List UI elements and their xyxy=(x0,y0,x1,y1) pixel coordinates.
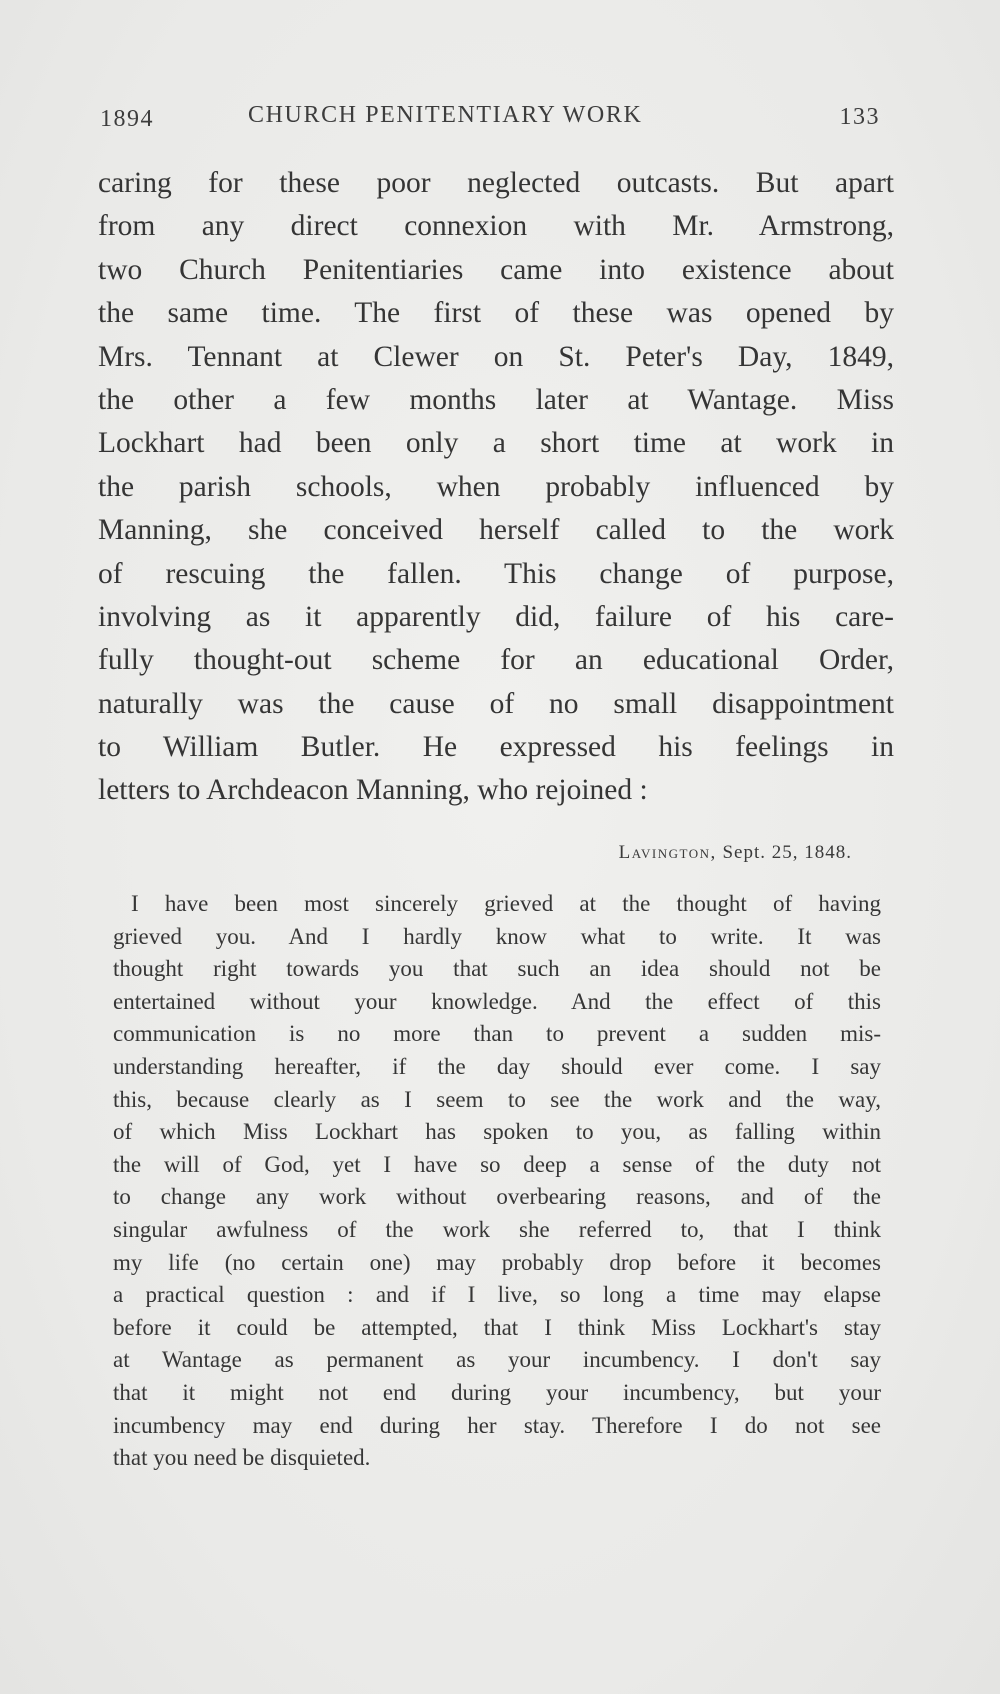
letter-line: singular awfulness of the work she referred to, that I think xyxy=(113,1216,881,1242)
letter-line: my life (no certain one) may probably drop before it becomes xyxy=(113,1249,881,1275)
body-line: involving as it apparently did, failure of his care- xyxy=(98,600,894,633)
body-line: Manning, she conceived herself called to the work xyxy=(98,514,894,547)
letter-line: entertained without your knowledge. And the effect of this xyxy=(113,988,881,1014)
letter-line: understanding hereafter, if the day should ever come. I say xyxy=(113,1053,881,1079)
page-number: 133 xyxy=(839,104,880,130)
letter-line: communication is no more than to prevent a sudden mis- xyxy=(113,1021,881,1047)
body-line: two Church Penitentiaries came into existence about xyxy=(98,253,894,286)
dateline-place: Lavington, xyxy=(618,842,717,863)
body-line: to William Butler. He expressed his feelings in xyxy=(98,731,894,764)
running-head-year: 1894 xyxy=(100,106,154,132)
letter-line: that it might not end during your incumbency, but your xyxy=(113,1379,881,1405)
running-head-title: CHURCH PENITENTIARY WORK xyxy=(248,102,643,128)
letter-line: of which Miss Lockhart has spoken to you, as falling within xyxy=(113,1119,881,1145)
body-line: naturally was the cause of no small disappointment xyxy=(98,687,894,720)
body-line: Lockhart had been only a short time at work in xyxy=(98,427,894,460)
letter-line: I have been most sincerely grieved at the thought of having xyxy=(131,891,881,916)
body-line: fully thought-out scheme for an educational Order, xyxy=(98,644,894,677)
body-line: the parish schools, when probably influenced by xyxy=(98,470,894,503)
body-line: of rescuing the fallen. This change of purpose, xyxy=(98,557,894,590)
body-line: from any direct connexion with Mr. Armstrong, xyxy=(98,210,894,243)
body-line: the same time. The first of these was opened by xyxy=(98,297,894,330)
body-line: Mrs. Tennant at Clewer on St. Peter's Day, 1849, xyxy=(98,340,894,373)
body-line: caring for these poor neglected outcasts. But apart xyxy=(98,167,894,199)
letter-line: thought right towards you that such an idea should not be xyxy=(113,956,881,982)
letter-line: before it could be attempted, that I think Miss Lockhart's stay xyxy=(113,1314,881,1340)
letter-line: incumbency may end during her stay. Therefore I do not see xyxy=(113,1412,881,1438)
letter-line: this, because clearly as I seem to see the work and the way, xyxy=(113,1086,881,1112)
body-line: letters to Archdeacon Manning, who rejoined : xyxy=(98,774,648,807)
dateline-date: Sept. 25, 1848. xyxy=(722,842,852,863)
letter-line: grieved you. And I hardly know what to write. It was xyxy=(113,923,881,949)
letter-line: to change any work without overbearing reasons, and of the xyxy=(113,1184,881,1210)
body-line: the other a few months later at Wantage. Miss xyxy=(98,383,894,416)
letter-line: that you need be disquieted. xyxy=(113,1445,371,1471)
letter-dateline xyxy=(619,842,852,864)
running-head xyxy=(100,100,880,140)
letter-line: the will of God, yet I have so deep a sense of the duty not xyxy=(113,1151,881,1177)
body-paragraph xyxy=(98,162,894,813)
letter-line: at Wantage as permanent as your incumbency. I don't say xyxy=(113,1347,881,1373)
quoted-letter xyxy=(113,888,881,1475)
letter-line: a practical question : and if I live, so long a time may elapse xyxy=(113,1282,881,1308)
